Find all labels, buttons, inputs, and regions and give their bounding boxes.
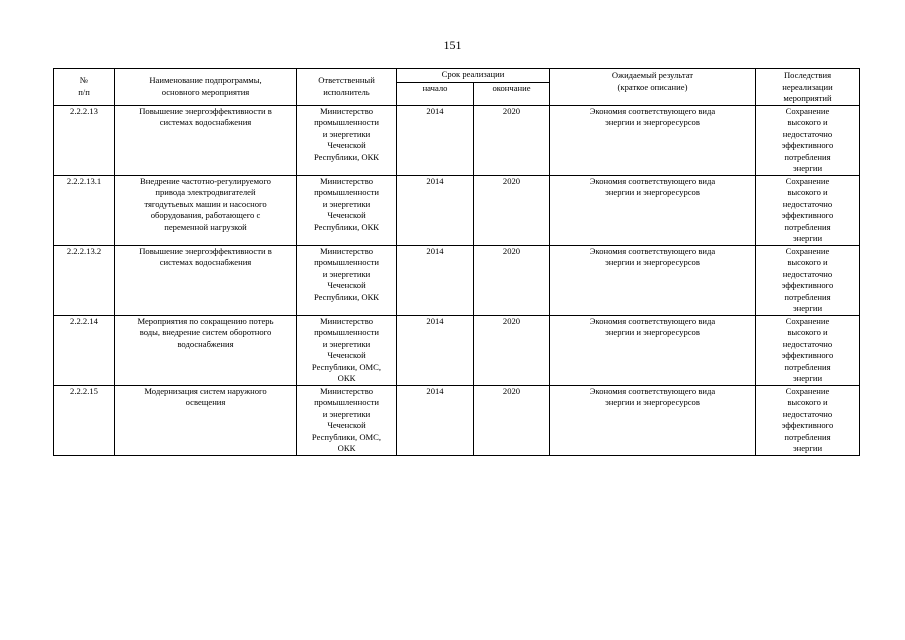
table-row: [54, 385, 860, 455]
cell-executor: Министерство промышленности и энергетики Чеченской Республики, ОМС, ОКК: [297, 315, 397, 385]
cell-end: 2020: [474, 315, 550, 385]
cell-end: 2020: [474, 385, 550, 455]
page-number: 151: [443, 38, 462, 52]
header-term: Срок реализации: [397, 69, 550, 83]
table-row: [54, 105, 860, 175]
header-num: № п/п: [54, 69, 115, 106]
cell-name: Повышение энергоэффективности в системах водоснабжения: [115, 105, 297, 175]
cell-name: Мероприятия по сокращению потерь воды, внедрение систем оборотного водоснабжения: [115, 315, 297, 385]
cell-name: Повышение энергоэффективности в системах водоснабжения: [115, 245, 297, 315]
cell-result: Экономия соответствующего вида энергии и энергоресурсов: [550, 245, 756, 315]
cell-num: 2.2.2.13: [54, 105, 115, 175]
header-executor: Ответственный исполнитель: [297, 69, 397, 106]
cell-result: Экономия соответствующего вида энергии и энергоресурсов: [550, 315, 756, 385]
cell-num: 2.2.2.15: [54, 385, 115, 455]
cell-executor: Министерство промышленности и энергетики Чеченской Республики, ОКК: [297, 105, 397, 175]
cell-num: 2.2.2.13.1: [54, 175, 115, 245]
cell-end: 2020: [474, 105, 550, 175]
table-row: [54, 175, 860, 245]
cell-executor: Министерство промышленности и энергетики Чеченской Республики, ОМС, ОКК: [297, 385, 397, 455]
cell-result: Экономия соответствующего вида энергии и энергоресурсов: [550, 175, 756, 245]
cell-start: 2014: [397, 385, 474, 455]
header-result: Ожидаемый результат (краткое описание): [550, 69, 756, 106]
cell-start: 2014: [397, 175, 474, 245]
cell-start: 2014: [397, 245, 474, 315]
cell-num: 2.2.2.13.2: [54, 245, 115, 315]
cell-start: 2014: [397, 105, 474, 175]
table-row: [54, 315, 860, 385]
measures-table: [53, 68, 860, 456]
cell-num: 2.2.2.14: [54, 315, 115, 385]
cell-result: Экономия соответствующего вида энергии и энергоресурсов: [550, 105, 756, 175]
cell-name: Модернизация систем наружного освещения: [115, 385, 297, 455]
header-name: Наименование подпрограммы, основного мероприятия: [115, 69, 297, 106]
cell-result: Экономия соответствующего вида энергии и энергоресурсов: [550, 385, 756, 455]
cell-consequences: Сохранение высокого и недостаточно эффективного потребления энергии: [756, 175, 860, 245]
cell-consequences: Сохранение высокого и недостаточно эффективного потребления энергии: [756, 315, 860, 385]
cell-end: 2020: [474, 175, 550, 245]
cell-end: 2020: [474, 245, 550, 315]
header-end: окончание: [474, 82, 550, 105]
cell-consequences: Сохранение высокого и недостаточно эффективного потребления энергии: [756, 105, 860, 175]
cell-consequences: Сохранение высокого и недостаточно эффективного потребления энергии: [756, 245, 860, 315]
cell-executor: Министерство промышленности и энергетики Чеченской Республики, ОКК: [297, 175, 397, 245]
cell-executor: Министерство промышленности и энергетики Чеченской Республики, ОКК: [297, 245, 397, 315]
table-row: [54, 245, 860, 315]
cell-start: 2014: [397, 315, 474, 385]
header-consequences: Последствия нереализации мероприятий: [756, 69, 860, 106]
cell-name: Внедрение частотно-регулируемого привода электродвигателей тягодутьевых машин и насосного оборудования, работающего с переменной нагрузкой: [115, 175, 297, 245]
header-start: начало: [397, 82, 474, 105]
cell-consequences: Сохранение высокого и недостаточно эффективного потребления энергии: [756, 385, 860, 455]
